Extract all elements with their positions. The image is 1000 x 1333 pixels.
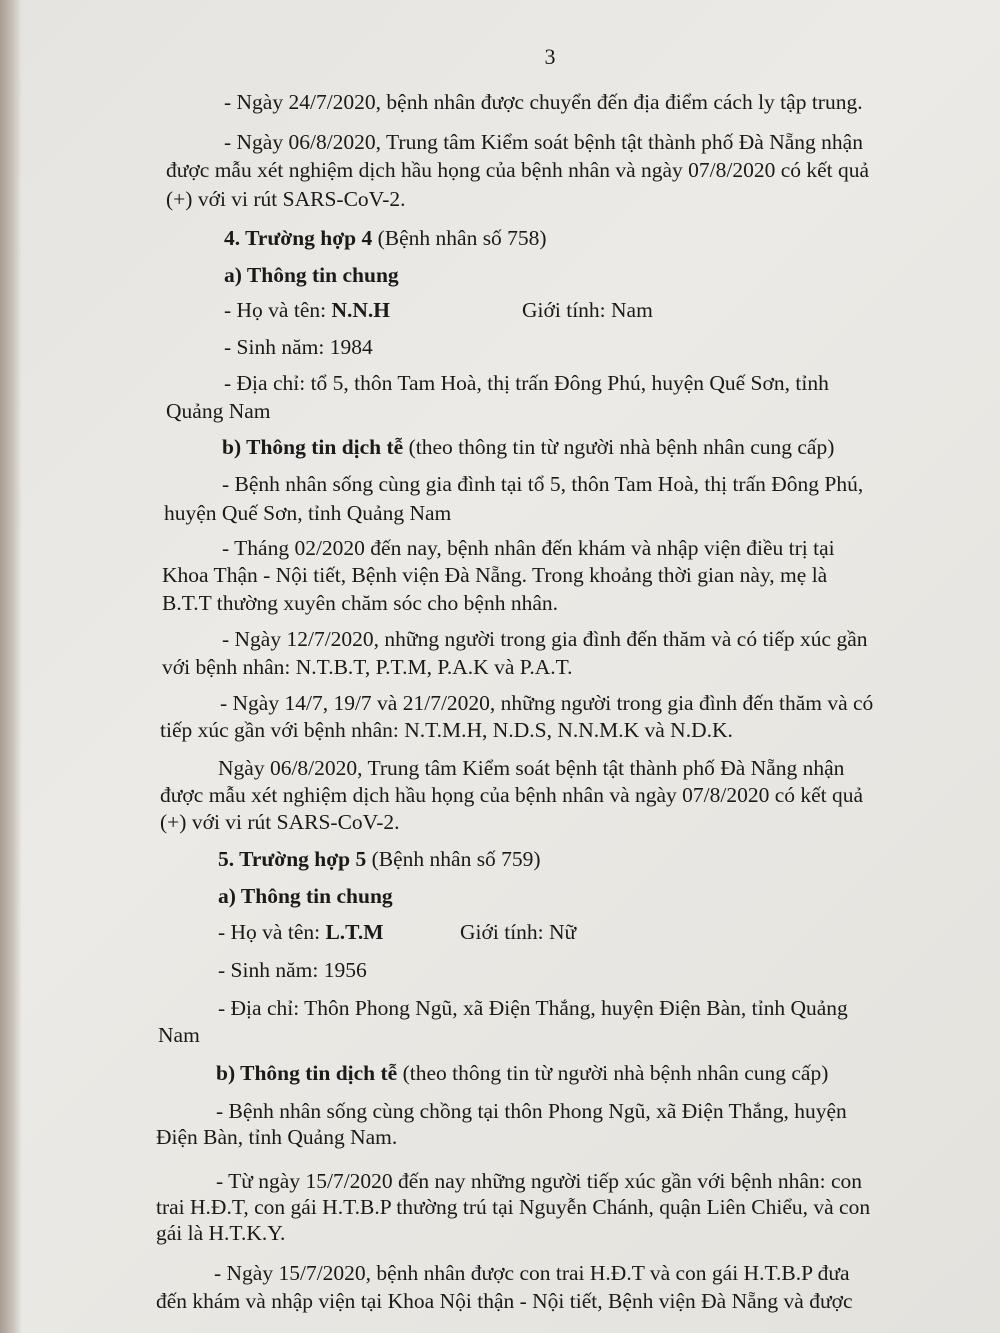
case-5-gender: Giới tính: Nữ [460, 920, 577, 944]
case-5-patient-number: (Bệnh nhân số 759) [366, 847, 541, 871]
text-line: với bệnh nhân: N.T.B.T, P.T.M, P.A.K và P.A.T. [162, 655, 573, 679]
text-line: - Ngày 06/8/2020, Trung tâm Kiểm soát bệnh tật thành phố Đà Nẵng nhận [224, 130, 863, 154]
text-line: đến khám và nhập viện tại Khoa Nội thận - Nội tiết, Bệnh viện Đà Nẵng và được [156, 1289, 853, 1313]
case-4-patient-number: (Bệnh nhân số 758) [372, 226, 547, 250]
text-line: - Ngày 12/7/2020, những người trong gia đình đến thăm và có tiếp xúc gần [222, 627, 868, 651]
case-4-birth-year: - Sinh năm: 1984 [224, 335, 373, 359]
text-line: Nam [158, 1023, 200, 1047]
text-line: B.T.T thường xuyên chăm sóc cho bệnh nhân. [162, 591, 559, 615]
case-5-title: 5. Trường hợp 5 [218, 847, 367, 871]
text-line: - Bệnh nhân sống cùng gia đình tại tổ 5, thôn Tam Hoà, thị trấn Đông Phú, [222, 472, 864, 496]
text-line: (+) với vi rút SARS-CoV-2. [166, 187, 406, 211]
text-line: - Địa chỉ: tổ 5, thôn Tam Hoà, thị trấn Đông Phú, huyện Quế Sơn, tỉnh [224, 371, 829, 395]
name-label: - Họ và tên: [218, 920, 326, 944]
case-4-title: 4. Trường hợp 4 [224, 226, 373, 250]
text-line: - Ngày 15/7/2020, bệnh nhân được con trai H.Đ.T và con gái H.T.B.P đưa [214, 1261, 850, 1285]
text-line: trai H.Đ.T, con gái H.T.B.P thường trú tại Nguyễn Chánh, quận Liên Chiểu, và con [156, 1195, 871, 1219]
text-line: Khoa Thận - Nội tiết, Bệnh viện Đà Nẵng. Trong khoảng thời gian này, mẹ là [162, 563, 828, 587]
text-line: Điện Bàn, tỉnh Quảng Nam. [156, 1125, 398, 1149]
text-line: - Tháng 02/2020 đến nay, bệnh nhân đến khám và nhập viện điều trị tại [222, 536, 835, 560]
case-5-heading [218, 846, 541, 873]
text-line: gái là H.T.K.Y. [156, 1221, 286, 1245]
case-5-general-info-heading: a) Thông tin chung [218, 884, 393, 908]
text-line: - Bệnh nhân sống cùng chồng tại thôn Phong Ngũ, xã Điện Thắng, huyện [216, 1099, 847, 1123]
epi-title: b) Thông tin dịch tễ [216, 1061, 398, 1085]
text-line: tiếp xúc gần với bệnh nhân: N.T.M.H, N.D.S, N.N.M.K và N.D.K. [160, 718, 733, 742]
page-number: 3 [544, 44, 556, 69]
text-line: (+) với vi rút SARS-CoV-2. [160, 810, 400, 834]
patient-name: L.T.M [325, 920, 384, 944]
epi-title: b) Thông tin dịch tễ [222, 435, 404, 459]
text-line: được mẫu xét nghiệm dịch hầu họng của bệnh nhân và ngày 07/8/2020 có kết quả [160, 783, 864, 807]
text-line: - Từ ngày 15/7/2020 đến nay những người tiếp xúc gần với bệnh nhân: con [216, 1169, 863, 1193]
case-4-gender: Giới tính: Nam [522, 298, 653, 322]
text-line: huyện Quế Sơn, tỉnh Quảng Nam [164, 501, 452, 525]
case-4-epi-heading [222, 434, 834, 461]
case-4-name-line [224, 297, 390, 324]
case-5-birth-year: - Sinh năm: 1956 [218, 958, 367, 982]
text-line: - Ngày 24/7/2020, bệnh nhân được chuyển đến địa điểm cách ly tập trung. [224, 90, 863, 114]
text-line: - Địa chỉ: Thôn Phong Ngũ, xã Điện Thắng, huyện Điện Bàn, tỉnh Quảng [218, 996, 848, 1020]
case-5-epi-heading [216, 1060, 828, 1087]
epi-note: (theo thông tin từ người nhà bệnh nhân cung cấp) [397, 1061, 829, 1085]
text-line: Quảng Nam [166, 399, 271, 423]
text-line: Ngày 06/8/2020, Trung tâm Kiểm soát bệnh tật thành phố Đà Nẵng nhận [218, 756, 845, 780]
page-edge-shadow [0, 0, 22, 1333]
text-line: được mẫu xét nghiệm dịch hầu họng của bệnh nhân và ngày 07/8/2020 có kết quả [166, 158, 870, 182]
text-line: - Ngày 14/7, 19/7 và 21/7/2020, những người trong gia đình đến thăm và có [220, 691, 874, 715]
case-4-general-info-heading: a) Thông tin chung [224, 263, 399, 287]
patient-name: N.N.H [331, 298, 390, 322]
case-5-name-line [218, 919, 384, 946]
case-4-heading [224, 225, 547, 252]
epi-note: (theo thông tin từ người nhà bệnh nhân cung cấp) [403, 435, 835, 459]
name-label: - Họ và tên: [224, 298, 332, 322]
